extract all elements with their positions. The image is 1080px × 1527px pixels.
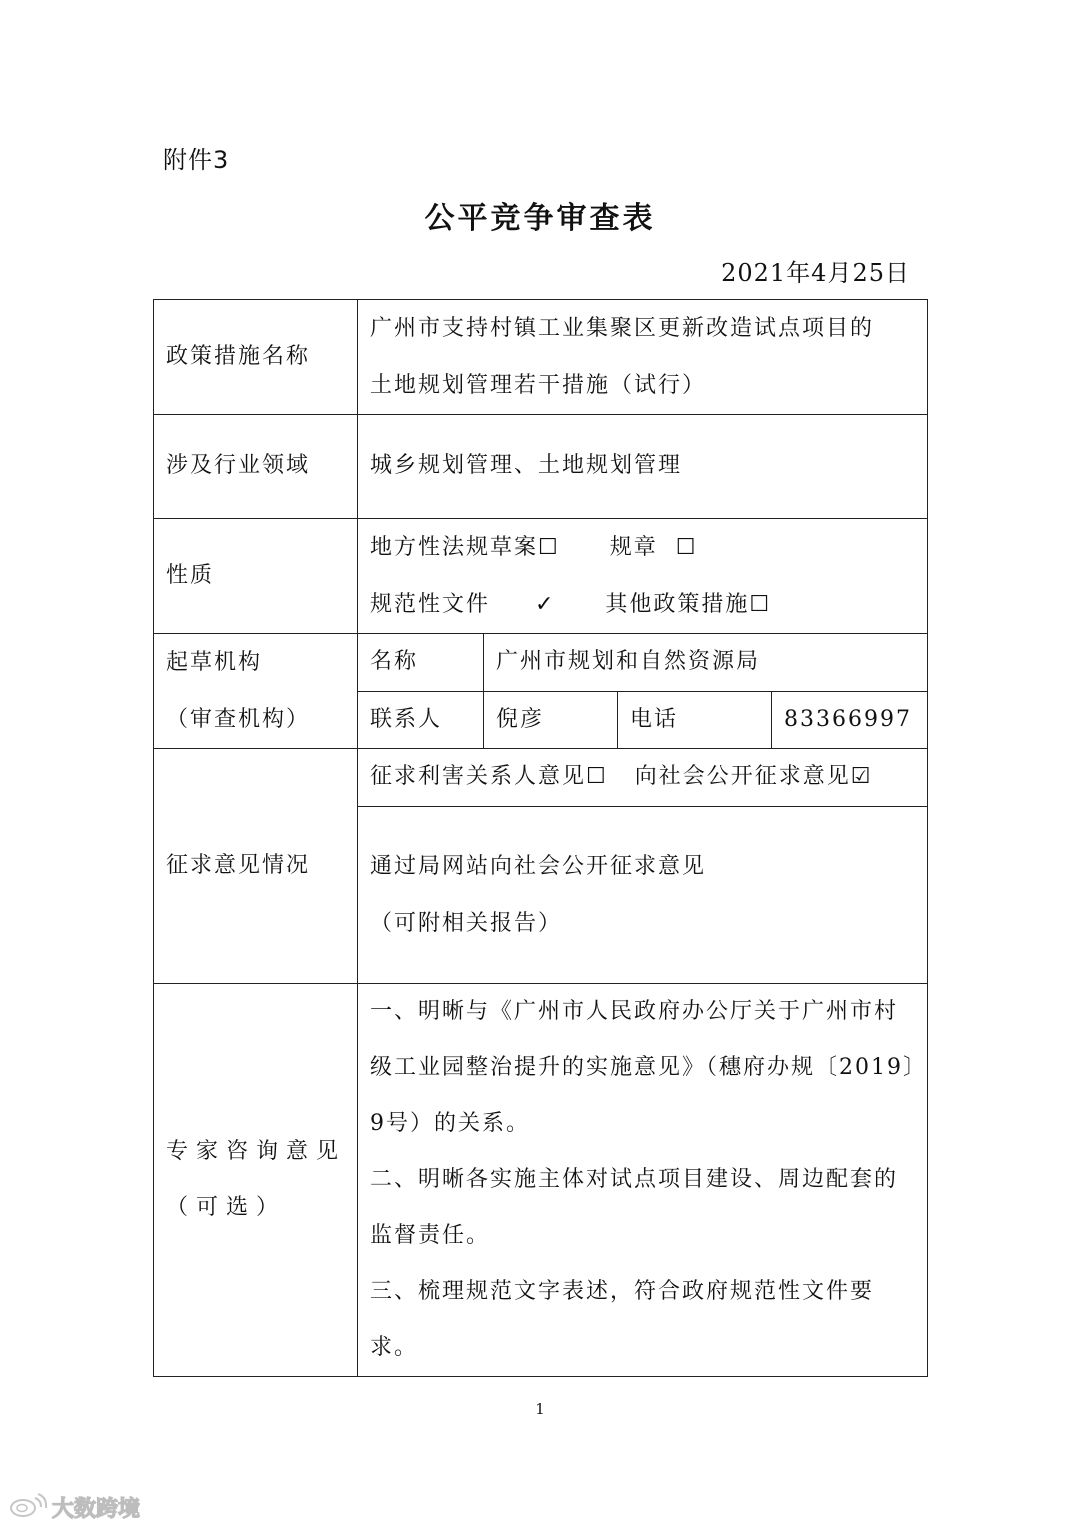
expert-opinions: [358, 984, 928, 1377]
nature-options-line-2: [370, 576, 927, 633]
opinions-options: [358, 749, 928, 807]
row-industry: [154, 415, 928, 519]
option-stakeholder: 征求利害关系人意见☐: [370, 764, 608, 790]
row-nature: [154, 519, 928, 634]
org-name-value: 广州市规划和自然资源局: [484, 634, 928, 692]
drafting-org-label-line-1: 起草机构: [166, 650, 263, 675]
weibo-logo-icon: [8, 1492, 48, 1522]
policy-name-value: [358, 300, 928, 415]
option-public: 向社会公开征求意见☑: [634, 764, 873, 790]
contact-value: 倪彦: [484, 691, 618, 749]
document-title: 公平竞争审查表: [424, 201, 656, 236]
policy-name-line-2: 土地规划管理若干措施（试行）: [370, 373, 707, 398]
opinions-detail-line-2: （可附相关报告）: [370, 911, 563, 936]
document-date: 2021年4月25日: [721, 259, 910, 287]
rules-checkbox-icon: ☐: [675, 535, 698, 560]
row-expert: [154, 984, 928, 1377]
review-form-table: [153, 299, 928, 1377]
industry-value: 城乡规划管理、土地规划管理: [358, 415, 928, 519]
policy-name-label: 政策措施名称: [154, 300, 358, 415]
option-local-regulation: 地方性法规草案☐: [370, 535, 560, 560]
nature-options-line-1: [370, 519, 927, 576]
option-normative: 规范性文件: [370, 592, 491, 617]
phone-label: 电话: [618, 691, 772, 749]
page-number: 1: [535, 1400, 545, 1418]
watermark: [8, 1492, 140, 1522]
row-opinions-options: [154, 749, 928, 807]
industry-label: 涉及行业领域: [154, 415, 358, 519]
attachment-label: 附件3: [163, 146, 230, 174]
expert-label-line-2: （可选）: [166, 1195, 287, 1220]
nature-label: 性质: [154, 519, 358, 634]
row-drafting-name: [154, 634, 928, 692]
opinions-label: 征求意见情况: [154, 749, 358, 984]
expert-opinion-3: 三、梳理规范文字表述，符合政府规范性文件要求。: [370, 1279, 875, 1360]
drafting-org-label-line-2: （审查机构）: [166, 707, 311, 732]
opinions-detail: [358, 807, 928, 984]
nature-options: [358, 519, 928, 634]
expert-label-line-1: 专家咨询意见: [166, 1139, 347, 1164]
option-rules: 规章: [609, 535, 658, 560]
org-name-label: 名称: [358, 634, 484, 692]
phone-value: 83366997: [772, 691, 928, 749]
contact-label: 联系人: [358, 691, 484, 749]
normative-check-icon: ✓: [534, 592, 556, 617]
opinions-detail-line-1: 通过局网站向社会公开征求意见: [370, 854, 707, 879]
expert-label: [154, 984, 358, 1377]
watermark-text: 大数跨境: [52, 1496, 141, 1522]
row-policy-name: [154, 300, 928, 415]
drafting-org-label: [154, 634, 358, 749]
expert-opinion-2: 二、明晰各实施主体对试点项目建设、周边配套的监督责任。: [370, 1167, 899, 1248]
option-other-policy: 其他政策措施☐: [605, 592, 772, 617]
expert-opinion-1: 一、明晰与《广州市人民政府办公厅关于广州市村级工业园整治提升的实施意见》（穗府办规〔2019〕9号）的关系。: [370, 999, 916, 1136]
policy-name-line-1: 广州市支持村镇工业集聚区更新改造试点项目的: [370, 316, 875, 341]
